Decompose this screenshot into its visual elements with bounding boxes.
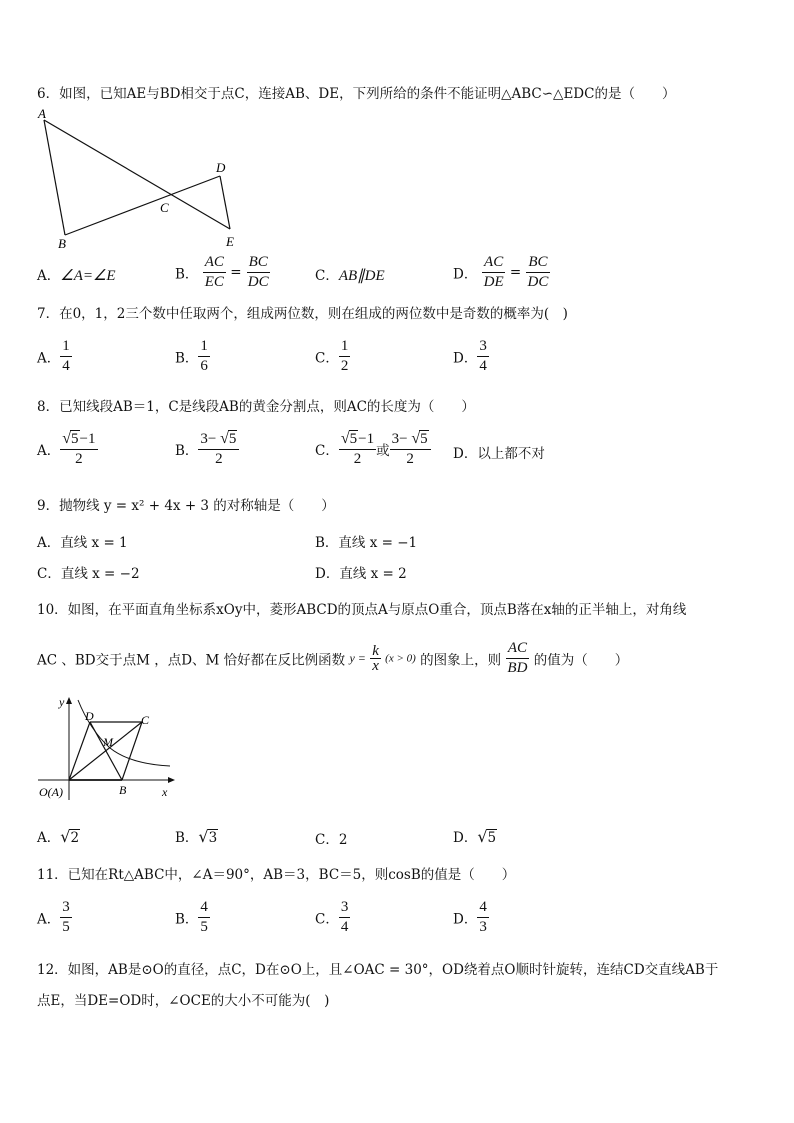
q6-label-e: E: [226, 234, 234, 249]
q10-label-origin: O(A): [39, 785, 63, 799]
q6-option-a[interactable]: A．∠A=∠E: [37, 268, 116, 284]
q6-label-d: D: [216, 160, 226, 175]
q10-label-b: B: [119, 783, 127, 797]
q12-stem-line2: 点E，当DE=OD时，∠OCE的大小不可能为( ): [37, 993, 330, 1009]
q10-option-b[interactable]: B．√3: [175, 827, 218, 846]
q11-option-a[interactable]: A． $\frac{3}{5}$: [37, 899, 70, 935]
q8-option-b[interactable]: B． $\frac{3- √5}{2}$: [175, 430, 239, 468]
q6-label-b: B: [58, 236, 66, 251]
q10-label-m: M: [103, 735, 113, 749]
q10-label-d: D: [85, 709, 94, 723]
q6-stem: 6．如图，已知AE与BD相交于点C，连接AB、DE，下列所给的条件不能证明△ABC∽△EDC的是（ ）: [37, 86, 676, 102]
q10-option-c[interactable]: C．2: [315, 832, 348, 848]
q6-option-d[interactable]: D． $\frac{AC}{DE}$ = $\frac{BC}{DC}$: [453, 254, 549, 290]
q10-option-d[interactable]: D．√5: [453, 827, 497, 846]
q11-option-c[interactable]: C． $\frac{3}{4}$: [315, 899, 349, 935]
q7-option-c[interactable]: C． $\frac{1}{2}$: [315, 338, 349, 374]
q10-figure: [34, 692, 184, 804]
q10-label-y: y: [59, 695, 65, 709]
q9-stem: 9．抛物线 y = x² + 4x + 3 的对称轴是（ ）: [37, 498, 335, 514]
q10-stem-line1: 10．如图，在平面直角坐标系xOy中，菱形ABCD的顶点A与原点O重合，顶点B落在x轴的正半轴上，对角线: [37, 602, 687, 618]
q9-option-d[interactable]: D．直线 x = 2: [315, 566, 407, 582]
q8-stem: 8．已知线段AB＝1，C是线段AB的黄金分割点，则AC的长度为（ ）: [37, 399, 475, 415]
q7-option-b[interactable]: B． $\frac{1}{6}$: [175, 338, 208, 374]
q10-stem-line2: AC 、BD交于点M ，点D、M 恰好都在反比例函数 y = $\frac{k}{x}$ (x > 0) 的图象上，则 $\frac{AC}{BD}$ 的值为（ ）: [37, 640, 629, 676]
q7-option-a[interactable]: A． $\frac{1}{4}$: [37, 338, 70, 374]
q7-stem: 7．在0，1，2三个数中任取两个，组成两位数，则在组成的两位数中是奇数的概率为( ): [37, 306, 568, 322]
q6-option-c[interactable]: C．AB∥DE: [315, 268, 385, 284]
q11-option-b[interactable]: B． $\frac{4}{5}$: [175, 899, 208, 935]
q11-option-d[interactable]: D． $\frac{4}{3}$: [453, 899, 487, 935]
q10-label-c: C: [141, 713, 150, 727]
q8-option-a[interactable]: A． $\frac{√5-1}{2}$: [37, 430, 96, 467]
q6-label-c: C: [160, 200, 169, 215]
q8-option-d[interactable]: D．以上都不对: [453, 446, 545, 462]
q12-stem-line1: 12．如图，AB是⊙O的直径，点C，D在⊙O上，且∠OAC = 30°，OD绕着点O顺时针旋转，连结CD交直线AB于: [37, 962, 719, 978]
q9-option-a[interactable]: A．直线 x = 1: [37, 535, 128, 551]
q8-option-c[interactable]: C． $\frac{√5-1}{2}$ 或 $\frac{3- √5}{2}$: [315, 430, 431, 468]
q10-option-a[interactable]: A．√2: [37, 827, 80, 846]
q11-stem: 11．已知在Rt△ABC中，∠A＝90°，AB＝3，BC＝5，则cosB的值是（ ）: [37, 867, 516, 883]
q9-option-b[interactable]: B．直线 x = −1: [315, 535, 418, 551]
q7-option-d[interactable]: D． $\frac{3}{4}$: [453, 338, 487, 374]
q6-option-b[interactable]: B． $\frac{AC}{EC}$ = $\frac{BC}{DC}$: [175, 254, 269, 290]
q6-label-a: A: [38, 106, 46, 121]
q9-option-c[interactable]: C．直线 x = −2: [37, 566, 140, 582]
q6-figure: [30, 104, 260, 254]
q10-label-x: x: [162, 785, 168, 799]
